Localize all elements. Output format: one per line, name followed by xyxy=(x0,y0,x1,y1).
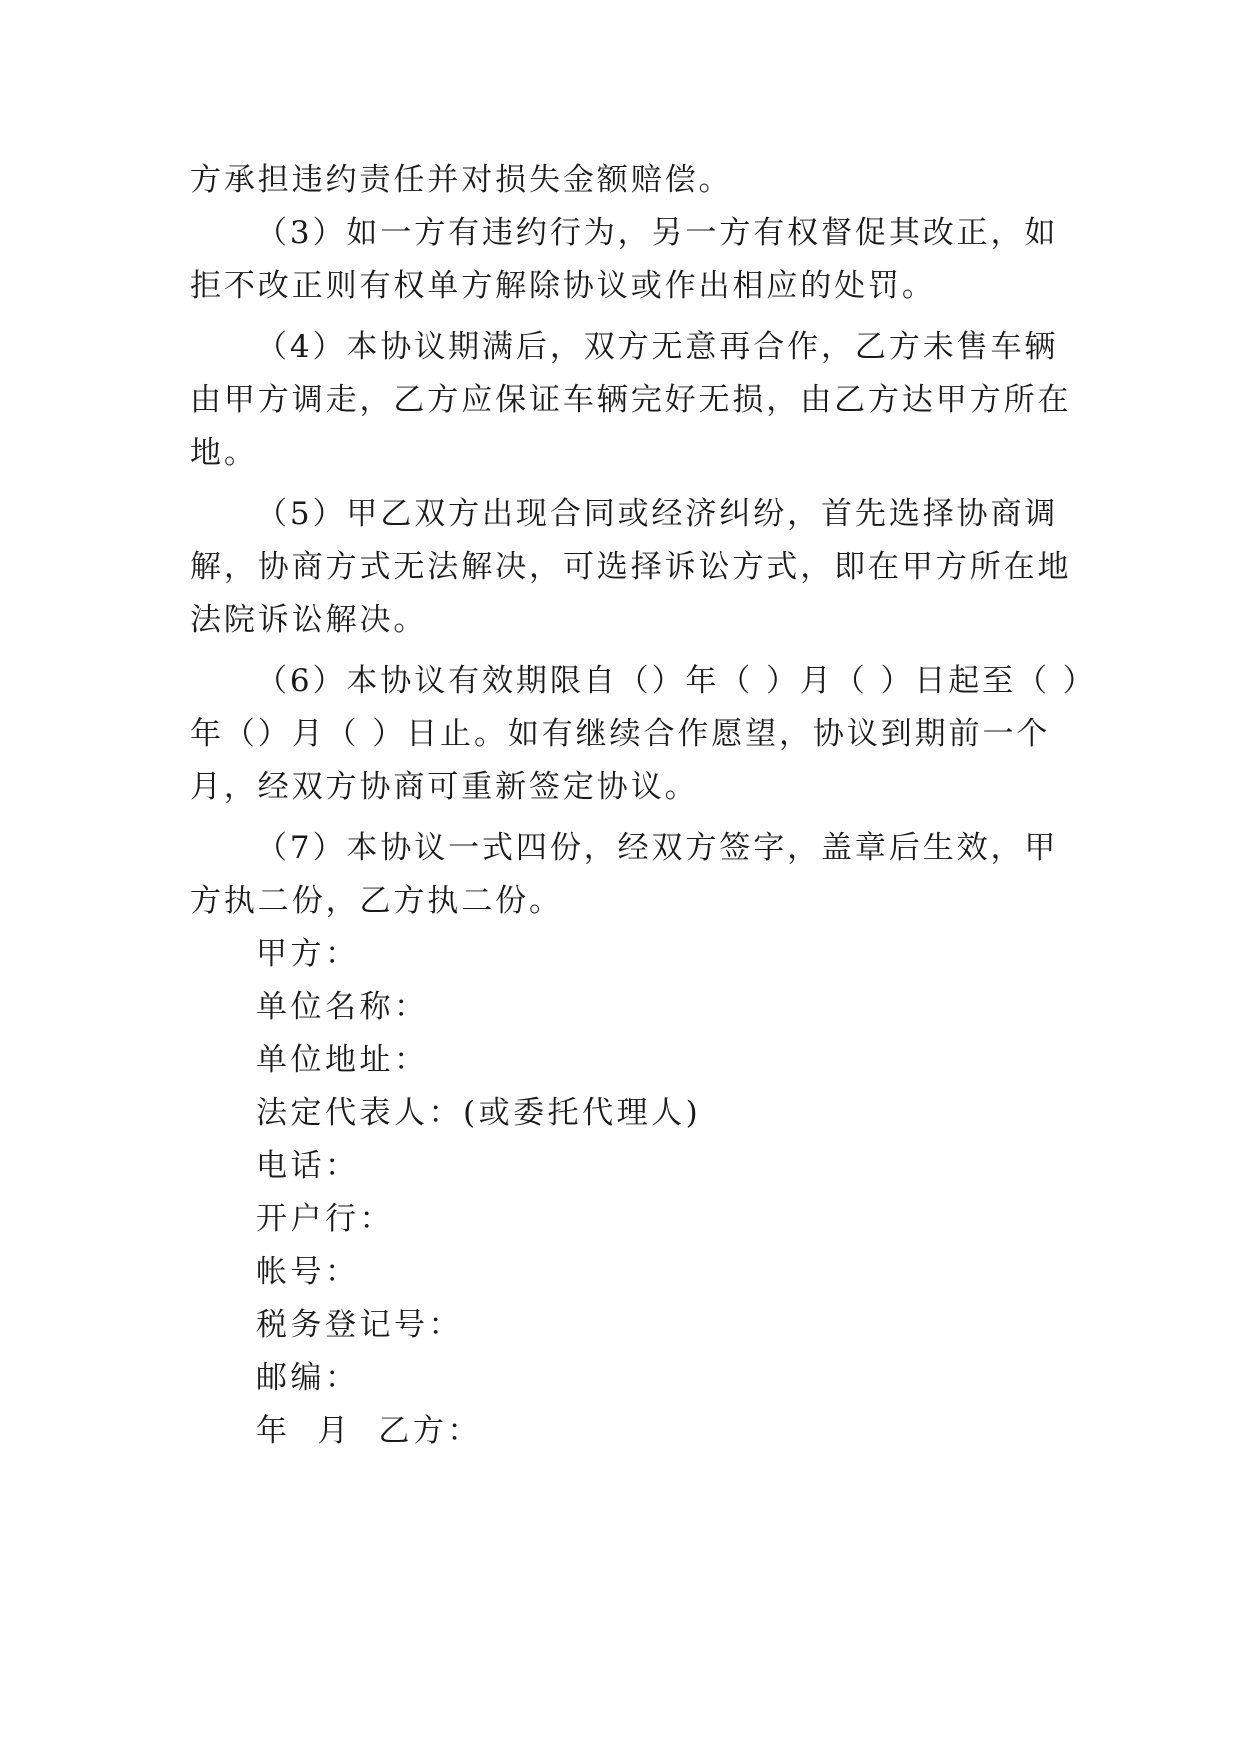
company-name-label: 单位名称： xyxy=(256,989,429,1025)
legal-representative-label: 法定代表人：(或委托代理人) xyxy=(256,1095,702,1131)
phone-label: 电话： xyxy=(256,1148,360,1184)
bank-label: 开户行： xyxy=(256,1201,394,1237)
paragraph-5-line-1: （5）甲乙双方出现合同或经济纠纷，首先选择协商调 xyxy=(256,496,1059,532)
date-and-party-b-label: 年 月 乙方： xyxy=(256,1413,482,1449)
account-label: 帐号： xyxy=(256,1254,360,1290)
paragraph-6-line-3: 月，经双方协商可重新签定协议。 xyxy=(190,769,699,805)
tax-registration-label: 税务登记号： xyxy=(256,1307,463,1343)
postcode-label: 邮编： xyxy=(256,1360,360,1396)
paragraph-7-line-1: （7）本协议一式四份，经双方签字，盖章后生效，甲 xyxy=(256,830,1059,866)
company-address-label: 单位地址： xyxy=(256,1042,429,1078)
paragraph-6-line-1: （6）本协议有效期限自（）年（ ）月（ ）日起至（ ） xyxy=(256,663,1097,699)
paragraph-7-line-2: 方执二份，乙方执二份。 xyxy=(190,883,563,919)
paragraph-3-line-2: 拒不改正则有权单方解除协议或作出相应的处罚。 xyxy=(190,268,936,304)
paragraph-5-line-2: 解，协商方式无法解决，可选择诉讼方式，即在甲方所在地 xyxy=(190,549,1072,585)
paragraph-2-line-1: 方承担违约责任并对损失金额赔偿。 xyxy=(190,162,733,198)
paragraph-4-line-1: （4）本协议期满后，双方无意再合作，乙方未售车辆 xyxy=(256,329,1059,365)
party-a-label: 甲方： xyxy=(256,936,360,972)
paragraph-4-line-2: 由甲方调走，乙方应保证车辆完好无损，由乙方达甲方所在 xyxy=(190,382,1072,418)
paragraph-3-line-1: （3）如一方有违约行为，另一方有权督促其改正，如 xyxy=(256,215,1059,251)
paragraph-4-line-3: 地。 xyxy=(190,435,258,471)
paragraph-5-line-3: 法院诉讼解决。 xyxy=(190,602,428,638)
paragraph-6-line-2: 年（）月（ ）日止。如有继续合作愿望，协议到期前一个 xyxy=(190,716,1051,752)
